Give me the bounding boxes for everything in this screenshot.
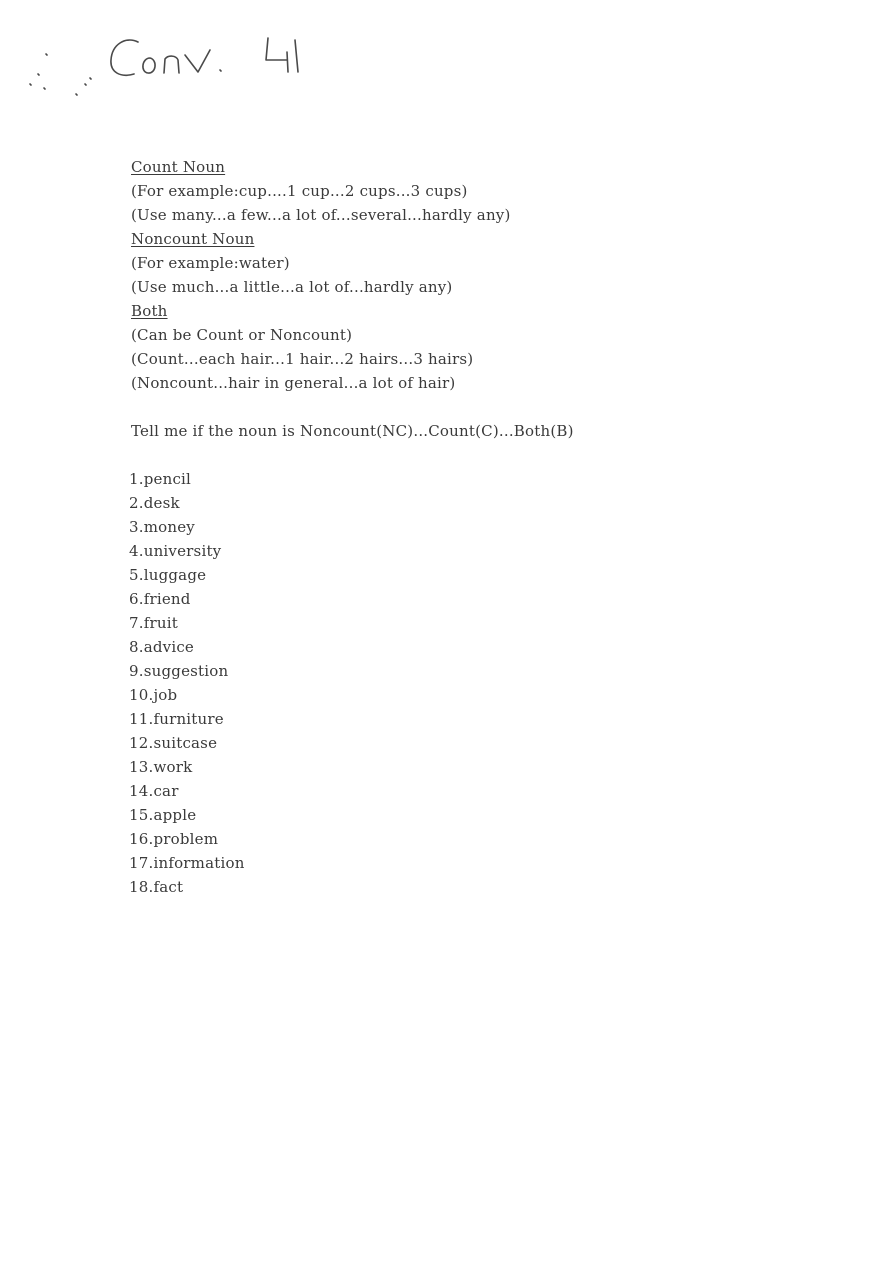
list-item: 4.university bbox=[129, 542, 222, 560]
instruction: Tell me if the noun is Noncount(NC)...Count(C)...Both(B) bbox=[131, 422, 574, 440]
both-noncount-example: (Noncount...hair in general...a lot of hair) bbox=[131, 374, 456, 392]
list-item: 1.pencil bbox=[129, 470, 192, 488]
spacer bbox=[131, 443, 831, 467]
count-noun-example: (For example:cup....1 cup...2 cups...3 cups) bbox=[131, 182, 468, 200]
list-item: 16.problem bbox=[129, 830, 219, 848]
list-item: 9.suggestion bbox=[129, 662, 229, 680]
noun-list bbox=[129, 467, 831, 899]
noncount-noun-usage: (Use much...a little...a lot of...hardly any) bbox=[131, 278, 453, 296]
list-item: 17.information bbox=[129, 854, 245, 872]
both-count-example: (Count...each hair...1 hair...2 hairs...3 hairs) bbox=[131, 350, 474, 368]
count-noun-usage: (Use many...a few...a lot of...several...hardly any) bbox=[131, 206, 511, 224]
list-item: 10.job bbox=[129, 686, 178, 704]
both-heading: Both bbox=[131, 302, 168, 320]
worksheet-body bbox=[131, 155, 831, 899]
spacer bbox=[131, 395, 831, 419]
list-item: 8.advice bbox=[129, 638, 195, 656]
noncount-noun-heading: Noncount Noun bbox=[131, 230, 255, 248]
noncount-noun-example: (For example:water) bbox=[131, 254, 290, 272]
list-item: 14.car bbox=[129, 782, 179, 800]
list-item: 13.work bbox=[129, 758, 193, 776]
handwritten-strokes bbox=[30, 38, 298, 95]
list-item: 15.apple bbox=[129, 806, 197, 824]
list-item: 2.desk bbox=[129, 494, 180, 512]
list-item: 11.furniture bbox=[129, 710, 224, 728]
handwritten-title bbox=[0, 0, 893, 130]
list-item: 6.friend bbox=[129, 590, 191, 608]
list-item: 7.fruit bbox=[129, 614, 178, 632]
list-item: 12.suitcase bbox=[129, 734, 218, 752]
both-definition: (Can be Count or Noncount) bbox=[131, 326, 353, 344]
list-item: 18.fact bbox=[129, 878, 184, 896]
count-noun-heading: Count Noun bbox=[131, 158, 226, 176]
list-item: 3.money bbox=[129, 518, 195, 536]
list-item: 5.luggage bbox=[129, 566, 207, 584]
